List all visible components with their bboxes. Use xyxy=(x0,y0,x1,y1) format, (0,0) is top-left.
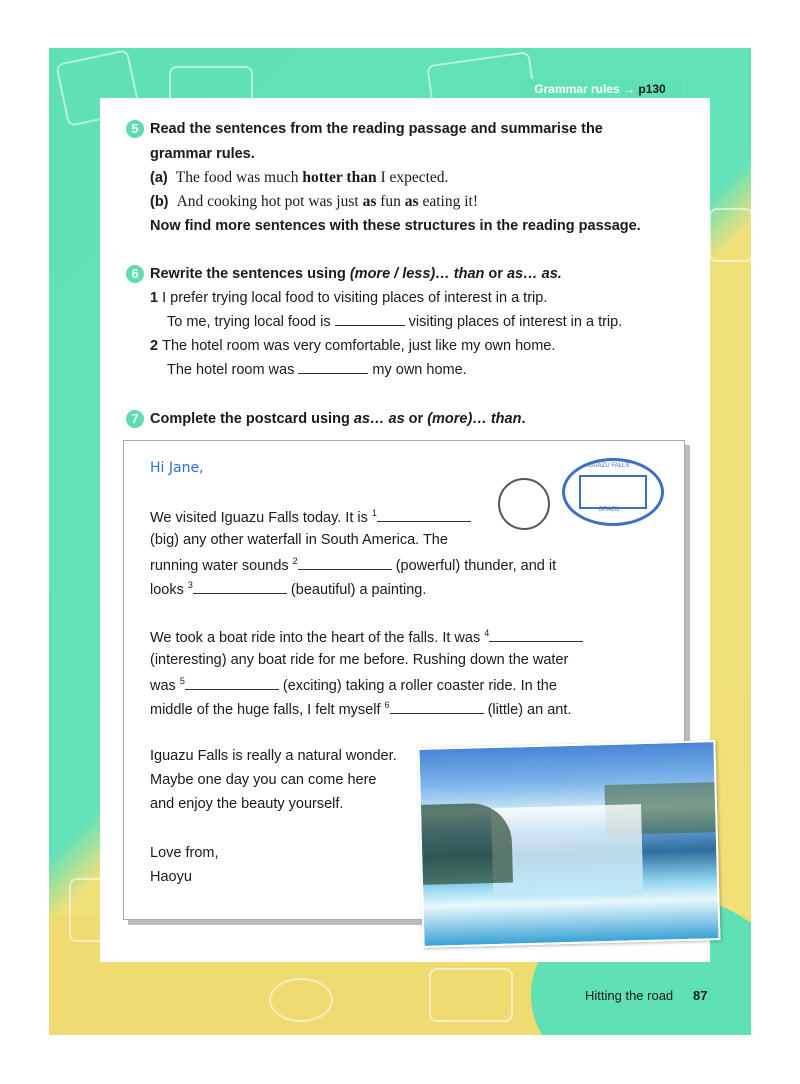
blank-3-number: 3 xyxy=(187,580,193,590)
postcard-p2-line-2: (interesting) any boat ride for me before. Rushing down the water xyxy=(150,652,569,668)
q5-instruction-line-1: Read the sentences from the reading passage and summarise the xyxy=(150,121,603,137)
doodle-sign-icon xyxy=(709,208,751,262)
p2-l4-post: (little) an ant. xyxy=(483,702,572,718)
q5-example-b xyxy=(150,193,478,211)
stamp-title: IGUAZU FALLS xyxy=(587,463,630,469)
p2-l1-text: We took a boat ride into the heart of the falls. It was xyxy=(150,630,485,646)
q6-item-1-number: 1 xyxy=(150,290,159,306)
q5-b-label: (b) xyxy=(150,194,169,210)
q6-instr-pre: Rewrite the sentences using xyxy=(150,266,350,282)
photo-rock xyxy=(421,803,513,885)
q5-b-bold-2: as xyxy=(404,193,419,210)
q5-b-mid: fun xyxy=(376,193,405,210)
blank-5[interactable] xyxy=(185,689,279,690)
blank-3[interactable] xyxy=(193,593,287,594)
postcard-signature: Haoyu xyxy=(150,869,192,885)
q5-a-label: (a) xyxy=(150,170,168,186)
q7-instr-pre: Complete the postcard using xyxy=(150,411,354,427)
q6-item-2-text: The hotel room was very comfortable, just like my own home. xyxy=(162,338,556,354)
q6-item-1-pre: To me, trying local food is xyxy=(167,314,335,330)
p1-l3-post: (powerful) thunder, and it xyxy=(391,558,557,574)
doodle-why-icon xyxy=(269,978,333,1022)
postcard-closing: Love from, xyxy=(150,845,219,861)
arrow-icon: → xyxy=(623,82,636,96)
p2-l3-post: (exciting) taking a roller coaster ride. In the xyxy=(278,678,557,694)
question-7-badge: 7 xyxy=(126,410,144,428)
q6-item-2-line-1 xyxy=(150,338,555,354)
q6-item-2-pre: The hotel room was xyxy=(167,362,299,378)
q5-b-bold-1: as xyxy=(362,193,377,210)
grammar-rules-page: p130 xyxy=(638,82,666,96)
q7-instr-em1: as… as xyxy=(353,411,405,427)
postcard-p3-line-3: and enjoy the beauty yourself. xyxy=(150,796,344,812)
footer-page-number: 87 xyxy=(693,988,708,1003)
q6-item-2-line-2 xyxy=(167,362,467,378)
grammar-rules-label: Grammar rules xyxy=(534,82,620,96)
q6-instr-or: or xyxy=(484,266,507,282)
q5-instruction-line-2: grammar rules. xyxy=(150,146,255,162)
p1-l1-text: We visited Iguazu Falls today. It is xyxy=(150,510,372,526)
q6-item-1-line-1 xyxy=(150,290,547,306)
q5-a-post: I expected. xyxy=(376,169,449,186)
p2-l4-pre: middle of the huge falls, I felt myself xyxy=(150,702,385,718)
blank-5-number: 5 xyxy=(179,676,185,686)
q6-item-1-line-2 xyxy=(167,314,622,330)
blank-1-number: 1 xyxy=(371,508,377,518)
q6-item-2-number: 2 xyxy=(150,338,159,354)
q7-instr-end: . xyxy=(521,411,526,427)
q6-instr-em2: as… as. xyxy=(506,266,562,282)
question-5-badge: 5 xyxy=(126,120,144,138)
stamp-icon xyxy=(562,458,664,526)
postmark-icon xyxy=(498,478,550,530)
q5-b-pre: And cooking hot pot was just xyxy=(176,193,363,210)
p1-l3-pre: running water sounds xyxy=(150,558,293,574)
postcard-p3-line-1: Iguazu Falls is really a natural wonder. xyxy=(150,748,397,764)
blank-6[interactable] xyxy=(390,713,484,714)
postcard-p2-line-4 xyxy=(150,700,571,718)
blank-4-number: 4 xyxy=(484,628,490,638)
p1-l4-post: (beautiful) a painting. xyxy=(286,582,427,598)
q6-item-1-blank[interactable] xyxy=(335,324,405,326)
q6-item-1-text: I prefer trying local food to visiting places of interest in a trip. xyxy=(162,290,548,306)
q6-item-2-blank[interactable] xyxy=(298,372,368,374)
postcard-p1-line-1 xyxy=(150,508,471,526)
q5-follow-up: Now find more sentences with these structures in the reading passage. xyxy=(150,218,641,234)
blank-1[interactable] xyxy=(377,521,471,522)
blank-4[interactable] xyxy=(489,641,583,642)
question-6-badge: 6 xyxy=(126,265,144,283)
q7-instruction xyxy=(150,411,525,427)
p2-l3-pre: was xyxy=(150,678,180,694)
q7-instr-or: or xyxy=(404,411,428,427)
grammar-rules-tab[interactable] xyxy=(519,79,681,99)
q6-item-1-post: visiting places of interest in a trip. xyxy=(404,314,623,330)
postcard-p2-line-1 xyxy=(150,628,583,646)
q7-instr-em2: (more)… than xyxy=(427,411,522,427)
stamp-inner xyxy=(579,475,647,509)
q6-instruction xyxy=(150,266,562,282)
postcard-p2-line-3 xyxy=(150,676,557,694)
photo-waterfall xyxy=(491,804,643,898)
doodle-abc-icon xyxy=(429,968,513,1022)
blank-6-number: 6 xyxy=(384,700,390,710)
postcard-p1-line-3 xyxy=(150,556,556,574)
postcard-p3-line-2: Maybe one day you can come here xyxy=(150,772,377,788)
postcard-greeting: Hi Jane, xyxy=(150,460,204,476)
postcard-p1-line-4 xyxy=(150,580,426,598)
q6-item-2-post: my own home. xyxy=(368,362,467,378)
q5-example-a xyxy=(150,169,448,187)
postcard-p1-line-2: (big) any other waterfall in South America. The xyxy=(150,532,448,548)
waterfall-photo xyxy=(417,740,720,948)
blank-2[interactable] xyxy=(298,569,392,570)
q5-a-bold: hotter than xyxy=(302,169,377,186)
blank-2-number: 2 xyxy=(292,556,298,566)
footer-title: Hitting the road xyxy=(585,988,674,1003)
q5-a-pre: The food was much xyxy=(175,169,303,186)
p1-l4-pre: looks xyxy=(150,582,188,598)
q5-b-post: eating it! xyxy=(418,193,478,210)
q6-instr-em1: (more / less)… than xyxy=(349,266,485,282)
stamp-country: BRAZIL xyxy=(599,507,621,513)
